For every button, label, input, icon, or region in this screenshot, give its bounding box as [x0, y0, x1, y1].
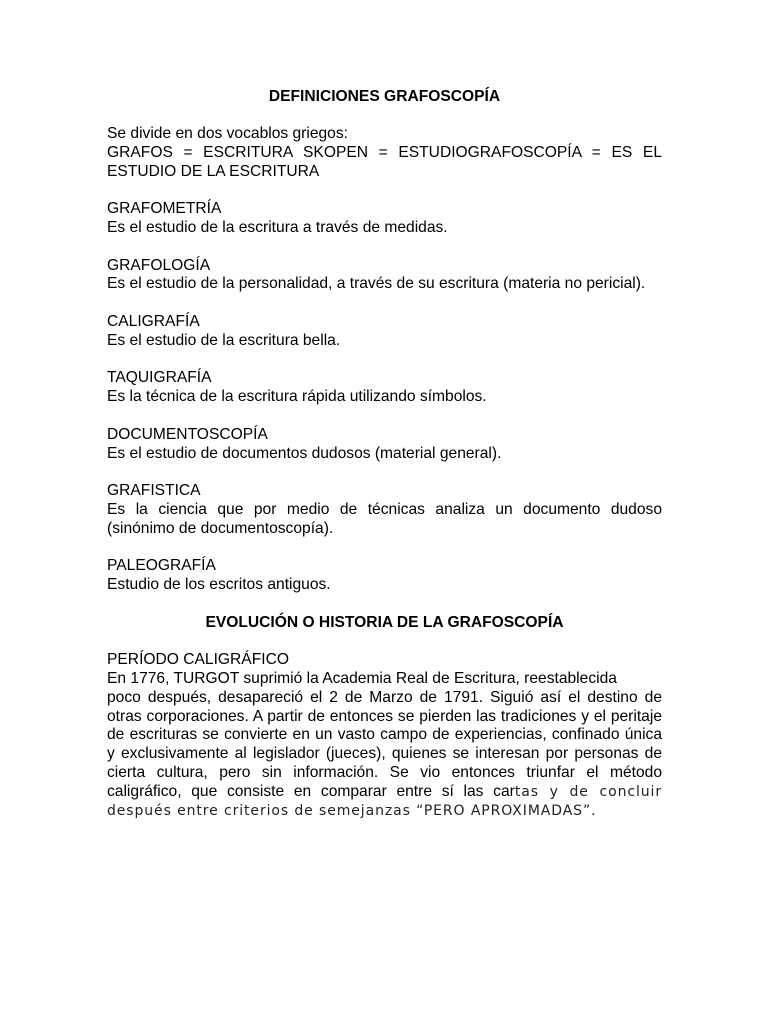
spacer [107, 294, 662, 313]
spacer [107, 107, 662, 125]
definition-term: TAQUIGRAFÍA [107, 369, 212, 387]
spacer [107, 181, 662, 200]
intro-line: Se divide en dos vocablos griegos: [107, 124, 348, 142]
definition-term: PALEOGRAFÍA [107, 557, 216, 575]
definition-term: GRAFISTICA [107, 482, 201, 500]
document-page [107, 88, 662, 820]
history-body-tail-b: tas y de concluir después entre criterios de semejanzas “PERO APROXIMADAS”. [107, 783, 662, 819]
definition-text: Es el estudio de documentos dudosos (material general). [107, 444, 502, 462]
spacer [107, 595, 662, 614]
history-first-line: En 1776, TURGOT suprimió la Academia Real de Escritura, reestablecida [107, 670, 617, 688]
definition-text: Es la técnica de la escritura rápida utilizando símbolos. [107, 388, 487, 406]
definition-text: Es el estudio de la escritura a través de medidas. [107, 218, 448, 236]
document-title: DEFINICIONES GRAFOSCOPÍA [268, 88, 501, 105]
intro-etymology: GRAFOS = ESCRITURA SKOPEN = ESTUDIOGRAFOSCOPÍA = ES EL ESTUDIO DE LA ESCRITURA [107, 143, 662, 180]
definition-text: Es el estudio de la escritura bella. [107, 331, 341, 349]
spacer [107, 633, 662, 652]
spacer [107, 463, 662, 482]
spacer [107, 407, 662, 426]
period-title: PERÍODO CALIGRÁFICO [107, 651, 289, 669]
definition-term: CALIGRAFÍA [107, 312, 200, 330]
spacer [107, 351, 662, 370]
definition-term: GRAFOMETRÍA [107, 200, 222, 218]
history-title: EVOLUCIÓN O HISTORIA DE LA GRAFOSCOPÍA [205, 613, 564, 631]
history-body [107, 689, 662, 821]
definition-text: Es el estudio de la personalidad, a través de su escritura (materia no pericial). [107, 275, 646, 293]
history-body-tail-a: las car [463, 782, 515, 800]
definition-text: Estudio de los escritos antiguos. [107, 576, 331, 594]
definition-term: DOCUMENTOSCOPÍA [107, 425, 268, 443]
definition-text: Es la ciencia que por medio de técnicas analiza un documento dudoso (sinónimo de documentoscopía). [107, 500, 662, 537]
definition-term: GRAFOLOGÍA [107, 256, 211, 274]
spacer [107, 238, 662, 257]
spacer [107, 539, 662, 558]
history-body-main: poco después, desapareció el 2 de Marzo de 1791. Siguió así el destino de otras corporaciones. A partir de entonces se pierden las tradiciones y el peritaje de escrituras se convierte en un vasto campo de experiencias, confinado única y exclusivamente al legislador (jueces), quienes se interesan por personas de cierta cultura, pero sin información. Se vio entonces triunfar el método caligráfico, que consiste en comparar entre sí [107, 688, 662, 800]
